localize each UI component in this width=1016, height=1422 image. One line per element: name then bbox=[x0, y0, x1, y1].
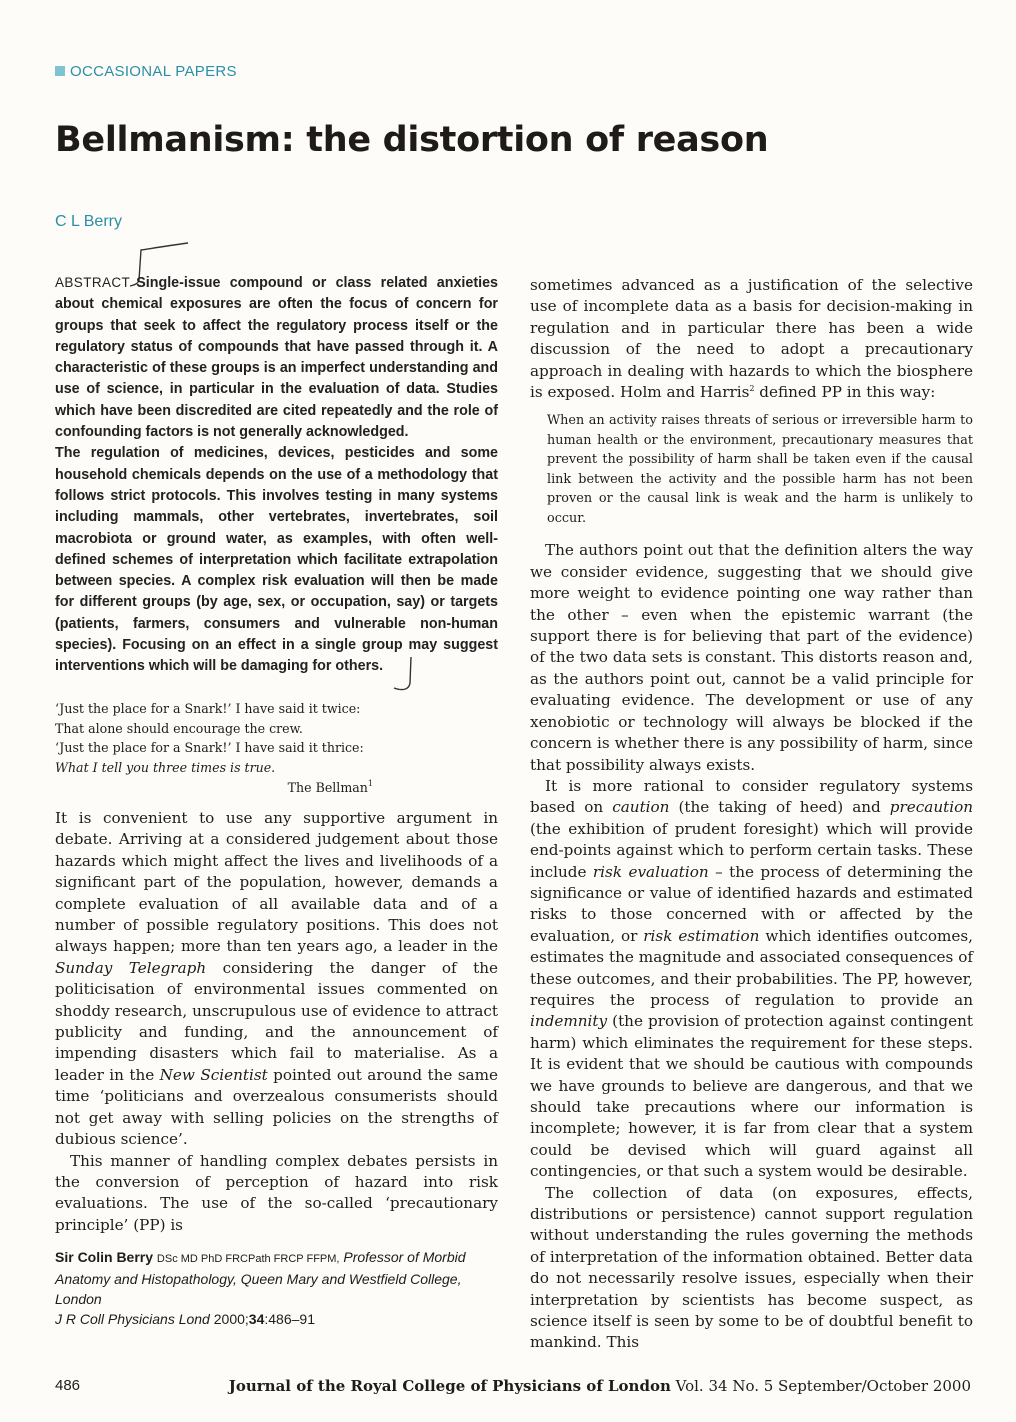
journal-issue: Vol. 34 No. 5 September/October 2000 bbox=[675, 1377, 971, 1395]
attribution-ref[interactable]: 1 bbox=[367, 779, 373, 788]
epigraph-italic-line: What I tell you three times is true. bbox=[55, 759, 276, 775]
reference-2[interactable]: 2 bbox=[749, 384, 755, 394]
epigraph-line: That alone should encourage the crew. bbox=[55, 720, 303, 736]
epigraph-line: ‘Just the place for a Snark!’ I have said it twice: bbox=[55, 701, 361, 716]
magazine-name: New Scientist bbox=[159, 1065, 268, 1084]
emphasis-term: caution bbox=[612, 798, 670, 817]
body-text: defined PP in this way: bbox=[754, 383, 936, 402]
affiliation-degrees: DSc MD PhD FRCPath FRCP FFPM, bbox=[156, 1253, 340, 1265]
body-paragraph: The authors point out that the definition alters the way we consider evidence, suggesting that we should give more weight to evidence pointing one way rather than the other – even when the epistemic warrant (the support there is for believing that part of the evidence) of the two data sets is constant. This distorts reason and, as the authors point out, cannot be a valid principle for evaluating evidence. The development or use of any xenobiotic or technology will always be blocked if the concern is whether there is any possibility of harm, since that possibility always exists. bbox=[530, 541, 973, 774]
body-text: It is more rational to consider regulatory systems based on bbox=[530, 776, 973, 817]
section-square-icon bbox=[55, 66, 65, 76]
epigraph-line: ‘Just the place for a Snark!’ I have said it thrice: bbox=[55, 740, 364, 755]
body-text: sometimes advanced as a justification of the selective use of incomplete data as a basis for decision-making in regulation and in particular there has been a wide discussion of the need to adopt a precautionary approach in dealing with hazards to which the biosphere is exposed. Holm and Harris bbox=[530, 276, 973, 402]
abstract-text-1: Single-issue compound or class related anxieties about chemical exposures are often the focus of concern for groups that seek to affect the regulatory process itself or the regulatory status of compounds that have passed through it. A characteristic of these groups is an imperfect understanding and use of science, in particular in the evaluation of data. Studies which have been discredited are cited repeatedly and the role of confounding factors is not generally acknowledged. bbox=[55, 275, 498, 441]
journal-name: Journal of the Royal College of Physicians of London bbox=[228, 1377, 671, 1395]
author-name: C L Berry bbox=[55, 213, 122, 230]
article-title: Bellmanism: the distortion of reason bbox=[55, 120, 769, 160]
epigraph-attribution bbox=[55, 778, 373, 798]
body-paragraph: The collection of data (on exposures, effects, distributions or persistence) cannot support regulation without understanding the rules governing the methods of interpretation of the information obtained. Better data do not necessarily resolve issues, especially when their interpretation by scientists has become suspect, as science itself is seen by some to be of doubtful benefit to mankind. This bbox=[530, 1183, 973, 1352]
right-column-body bbox=[530, 275, 973, 1354]
body-paragraph: This manner of handling complex debates persists in the conversion of perception of hazard into risk evaluations. The use of the so-called ‘precautionary principle’ (PP) is bbox=[55, 1151, 498, 1234]
body-paragraph bbox=[55, 808, 498, 1151]
attribution-text: The Bellman bbox=[287, 780, 368, 795]
body-paragraph bbox=[530, 776, 973, 1183]
abstract-label: ABSTRACT bbox=[55, 275, 131, 290]
page-number: 486 bbox=[55, 1377, 81, 1394]
citation-volume: 34 bbox=[248, 1311, 265, 1327]
body-text: It is convenient to use any supportive argument in debate. Arriving at a considered judgement about those hazards which might affect the lives and livelihoods of a significant part of the population, however, demands a complete evaluation of all available data and of a number of possible regulatory positions. This does not always happen; more than ten years ago, a leader in the bbox=[55, 809, 498, 956]
body-text: (the provision of protection against contingent harm) which eliminates the requirement for these steps. It is evident that we should be cautious with compounds we have grounds to believe are dangerous, and that we should take precautions where our information is incomplete; however, it is far from clear that a system could be devised which will guard against all contingencies, or that such a system would be desirable. bbox=[530, 1012, 973, 1181]
affiliation-name: Sir Colin Berry bbox=[55, 1249, 154, 1265]
emphasis-term: risk estimation bbox=[643, 926, 760, 945]
epigraph bbox=[55, 699, 373, 798]
body-text: (the taking of heed) and bbox=[669, 798, 890, 817]
body-text: pointed out around the same time ‘politicians and overzealous consumerists should not get away with selling policies on the strengths of dubious science’. bbox=[55, 1065, 498, 1149]
emphasis-term: risk evaluation bbox=[592, 862, 709, 881]
citation-journal: J R Coll Physicians Lond bbox=[55, 1311, 210, 1327]
citation-year: 2000; bbox=[213, 1311, 249, 1327]
emphasis-term: indemnity bbox=[530, 1012, 608, 1031]
left-column-body bbox=[55, 808, 498, 1236]
affiliation-position: Professor of Morbid Anatomy and Histopathology, Queen Mary and Westfield College, London bbox=[55, 1249, 466, 1307]
journal-footer bbox=[229, 1377, 971, 1395]
author-affiliation bbox=[55, 1247, 498, 1329]
emphasis-term: precaution bbox=[889, 798, 973, 817]
block-quote: When an activity raises threats of serious or irreversible harm to human health or the environment, precautionary measures that prevent the possibility of harm shall be taken even if the causal link between the activity and the possible harm has not been proven or the causal link is weak and the harm is unlikely to occur. bbox=[547, 413, 973, 526]
citation-pages: :486–91 bbox=[264, 1311, 315, 1327]
body-text: (the exhibition of prudent foresight) which will provide end-points against which to perform certain tasks. These include bbox=[530, 819, 973, 881]
body-paragraph bbox=[530, 275, 973, 403]
abstract-paragraph-1 bbox=[55, 272, 498, 443]
section-tag bbox=[55, 63, 237, 80]
abstract bbox=[55, 272, 498, 678]
body-text: considering the danger of the politicisation of environmental issues commented on shoddy research, unscrupulous use of evidence to attract publicity and funding, and the announcement of impending disasters which fail to materialise. As a leader in the bbox=[55, 958, 498, 1084]
newspaper-name: Sunday Telegraph bbox=[55, 958, 207, 977]
affiliation-line bbox=[55, 1247, 498, 1309]
body-text: – the process of determining the significance or value of identified hazards and estimated risks to those concerned with or affected by the evaluation, or bbox=[530, 862, 973, 945]
section-label: OCCASIONAL PAPERS bbox=[70, 63, 237, 80]
abstract-paragraph-2: The regulation of medicines, devices, pesticides and some household chemicals depends on the use of a methodology that follows strict protocols. This involves testing in many systems including mammals, other vertebrates, invertebrates, soil macrobiota or ground water, as examples, with often well-defined schemes of interpretation which facilitate extrapolation between species. A complex risk evaluation will then be made for different groups (by age, sex, or occupation, say) or targets (patients, farmers, consumers and vulnerable non-human species). Focusing on an effect in a single group may suggest interventions which will be damaging for others. bbox=[55, 445, 498, 675]
body-text: which identifies outcomes, estimates the magnitude and associated consequences of these outcomes, and their probabilities. The PP, however, requires the process of regulation to provide an bbox=[530, 926, 973, 1009]
citation-line bbox=[55, 1309, 498, 1329]
